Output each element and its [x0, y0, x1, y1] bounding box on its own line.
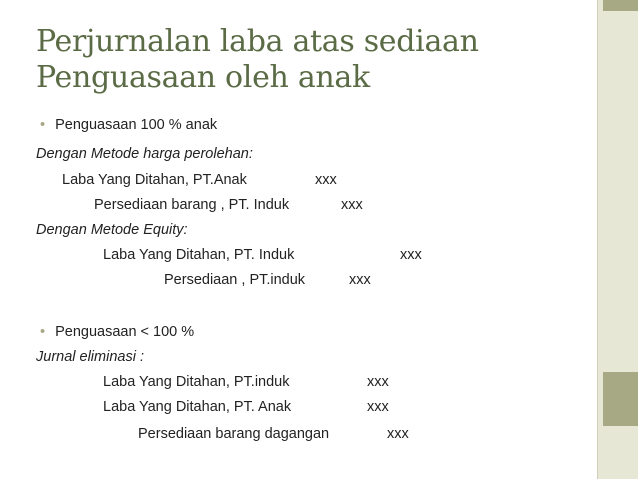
equity-credit-account: Persediaan , PT.induk [164, 272, 306, 288]
equity-debit-amount: xxx [400, 247, 422, 263]
cost-credit-account: Persediaan barang , PT. Induk [94, 197, 290, 213]
side-decor-block-top [603, 0, 638, 11]
cost-debit-account: Laba Yang Ditahan, PT.Anak [62, 172, 247, 188]
bullet-icon: • [40, 324, 46, 340]
elim-debit-amount-2: xxx [367, 399, 389, 415]
heading-equity-method: Dengan Metode Equity: [36, 222, 188, 238]
bullet-item-2 [40, 323, 194, 341]
elim-credit-amount: xxx [387, 426, 409, 442]
equity-credit-amount: xxx [349, 272, 371, 288]
bullet-text-1: Penguasaan 100 % anak [55, 117, 218, 133]
heading-elimination: Jurnal eliminasi : [36, 349, 144, 365]
cost-credit-amount: xxx [341, 197, 363, 213]
bullet-item-1 [40, 116, 217, 134]
side-decor-block-lower [603, 372, 638, 426]
elim-credit-account: Persediaan barang dagangan [138, 426, 330, 442]
bullet-text-2: Penguasaan < 100 % [55, 324, 195, 340]
elim-debit-account-2: Laba Yang Ditahan, PT. Anak [103, 399, 292, 415]
elim-debit-account-1: Laba Yang Ditahan, PT.induk [103, 374, 290, 390]
heading-cost-method: Dengan Metode harga perolehan: [36, 146, 253, 162]
equity-debit-account: Laba Yang Ditahan, PT. Induk [103, 247, 295, 263]
side-decor-line [597, 0, 598, 479]
elim-debit-amount-1: xxx [367, 374, 389, 390]
slide-title-line-2: Penguasaan oleh anak [36, 60, 370, 95]
bullet-icon: • [40, 117, 46, 133]
cost-debit-amount: xxx [315, 172, 337, 188]
slide-title-line-1: Perjurnalan laba atas sediaan [36, 24, 479, 59]
slide-title [36, 24, 591, 96]
